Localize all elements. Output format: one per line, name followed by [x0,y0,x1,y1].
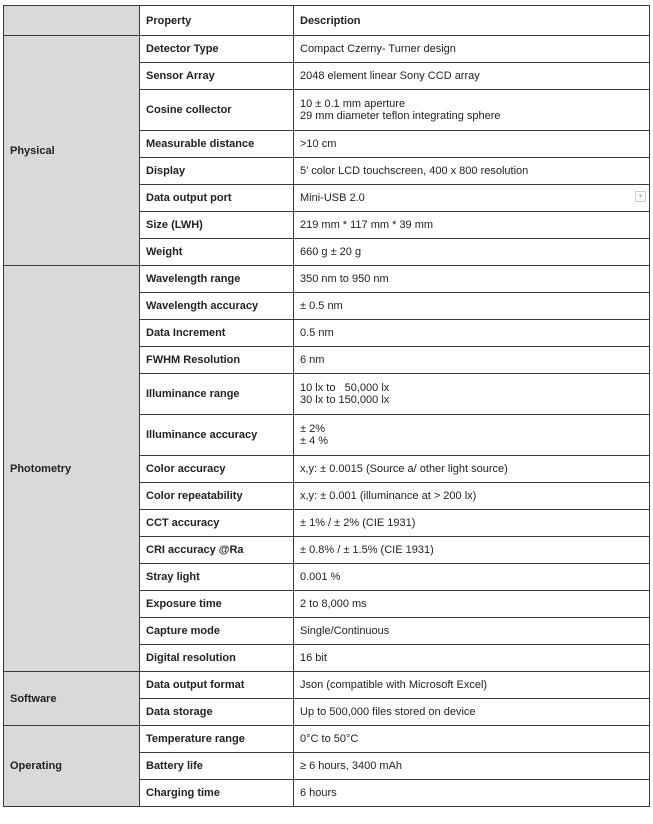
description-cell [294,483,650,510]
property-cell: Wavelength range [140,266,294,293]
property-cell: Data Increment [140,320,294,347]
description-line: 5’ color LCD touchscreen, 400 x 800 resolution [300,165,529,177]
description-line: ≥ 6 hours, 3400 mAh [300,760,403,772]
header-row [4,6,650,36]
description-line: x,y: ± 0.0015 (Source a/ other light source) [300,463,508,475]
property-cell: Charging time [140,780,294,807]
chevron-down-icon[interactable]: ▾ [635,191,646,202]
description-line: 0°C to 50°C [300,733,359,745]
property-cell: Temperature range [140,726,294,753]
description-line: 660 g ± 20 g [300,246,362,258]
property-cell: Exposure time [140,591,294,618]
property-cell: Sensor Array [140,63,294,90]
description-cell [294,374,650,415]
description-line: 10 ± 0.1 mm aperture [300,98,406,110]
property-cell: Display [140,158,294,185]
category-photometry: Photometry [4,266,140,672]
description-line: 6 hours [300,787,337,799]
description-cell [294,510,650,537]
description-line: 16 bit [300,652,327,664]
description-cell [294,699,650,726]
description-cell [294,36,650,63]
property-cell: Battery life [140,753,294,780]
description-line: >10 cm [300,138,337,150]
table-row [4,726,650,753]
description-line: x,y: ± 0.001 (illuminance at > 200 lx) [300,490,477,502]
description-line: 2 to 8,000 ms [300,598,367,610]
description-cell [294,537,650,564]
property-cell: Color repeatability [140,483,294,510]
description-line: Json (compatible with Microsoft Excel) [300,679,488,691]
description-line: Single/Continuous [300,625,390,637]
property-cell: FWHM Resolution [140,347,294,374]
header-description: Description [294,6,650,36]
property-cell: Color accuracy [140,456,294,483]
description-line: 0.5 nm [300,327,334,339]
property-cell: Data storage [140,699,294,726]
property-cell: Data output format [140,672,294,699]
description-cell [294,90,650,131]
description-cell [294,158,650,185]
description-line: 6 nm [300,354,325,366]
description-cell [294,320,650,347]
property-cell: CRI accuracy @Ra [140,537,294,564]
description-cell [294,564,650,591]
description-cell [294,618,650,645]
spec-table [3,5,650,807]
description-cell [294,239,650,266]
table-row [4,266,650,293]
description-cell [294,63,650,90]
category-physical: Physical [4,36,140,266]
description-line: ± 0.8% / ± 1.5% (CIE 1931) [300,544,434,556]
description-cell [294,456,650,483]
description-cell [294,780,650,807]
header-property: Property [140,6,294,36]
description-cell [294,212,650,239]
property-cell: Data output port [140,185,294,212]
description-cell [294,131,650,158]
description-line: ± 4 % [300,435,329,447]
table-row [4,672,650,699]
description-cell [294,591,650,618]
description-line: 219 mm * 117 mm * 39 mm [300,219,434,231]
description-cell [294,415,650,456]
description-cell [294,185,650,212]
description-line: 2048 element linear Sony CCD array [300,70,480,82]
description-line: ± 1% / ± 2% (CIE 1931) [300,517,416,529]
category-software: Software [4,672,140,726]
description-line: 350 nm to 950 nm [300,273,389,285]
description-line: ± 2% [300,423,325,435]
property-cell: Size (LWH) [140,212,294,239]
property-cell: Capture mode [140,618,294,645]
category-operating: Operating [4,726,140,807]
property-cell: Digital resolution [140,645,294,672]
property-cell: Cosine collector [140,90,294,131]
description-cell [294,293,650,320]
table-row [4,36,650,63]
description-cell [294,726,650,753]
description-line: ± 0.5 nm [300,300,343,312]
property-cell: Illuminance range [140,374,294,415]
description-line: Mini-USB 2.0 [300,192,365,204]
property-cell: Wavelength accuracy [140,293,294,320]
description-cell [294,672,650,699]
description-line: 0.001 % [300,571,341,583]
description-line: 30 lx to 150,000 lx [300,394,390,406]
property-cell: Illuminance accuracy [140,415,294,456]
description-cell [294,347,650,374]
property-cell: CCT accuracy [140,510,294,537]
description-cell [294,645,650,672]
description-cell [294,753,650,780]
description-line: 29 mm diameter teflon integrating sphere [300,110,501,122]
header-category [4,6,140,36]
description-line: Compact Czerny- Turner design [300,43,456,55]
description-line: 10 lx to 50,000 lx [300,382,390,394]
property-cell: Weight [140,239,294,266]
property-cell: Detector Type [140,36,294,63]
description-line: Up to 500,000 files stored on device [300,706,476,718]
property-cell: Stray light [140,564,294,591]
description-cell [294,266,650,293]
property-cell: Measurable distance [140,131,294,158]
